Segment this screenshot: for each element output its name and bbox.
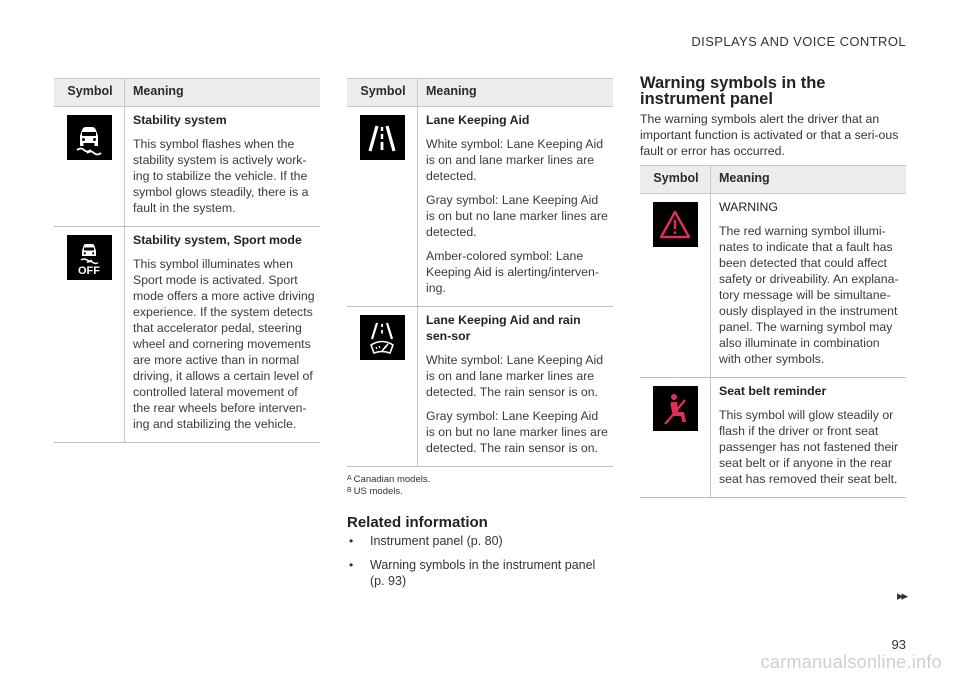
footnote: $^A$ Canadian models. <box>347 474 431 485</box>
table-row <box>640 378 906 498</box>
meaning-column-header: Meaning <box>711 166 907 194</box>
continue-chevron-icon: ▸▸ <box>896 588 906 603</box>
symbol-table-1 <box>54 78 320 443</box>
symbol-column-header: Symbol <box>347 79 418 107</box>
related-link-instrument-panel[interactable]: • Instrument panel (p. 80) <box>347 533 613 549</box>
column-1 <box>54 78 320 443</box>
row-description: White symbol: Lane Keeping Aid is on and lane marker lines are detected. The rain sensor is on. <box>426 353 604 399</box>
stability-sport-mode-off-icon <box>67 235 112 280</box>
running-header: DISPLAYS AND VOICE CONTROL <box>691 34 906 49</box>
footnote: $^B$ US models. <box>347 486 403 497</box>
table-row <box>54 227 320 443</box>
warning-triangle-icon <box>653 202 698 247</box>
related-title: Related information <box>347 514 488 531</box>
row-description: The red warning symbol illumi-nates to indicate that a fault has been detected that could affect safety or driveability. An explana-tory message will be simultane-ously displayed in the instrument panel. The warning symbol may also illuminate in combination with other symbols. <box>719 224 899 366</box>
meaning-column-header: Meaning <box>418 79 614 107</box>
page-number: 93 <box>891 637 906 652</box>
watermark: carmanualsonline.info <box>760 652 942 672</box>
section-title: Warning symbols in the instrument panel <box>640 74 826 108</box>
row-description: This symbol flashes when the stability system is actively work-ing to stabilize the vehicle. If the symbol glows steadily, there is a fault in the system. <box>133 137 309 215</box>
row-description: Gray symbol: Lane Keeping Aid is on but no lane marker lines are detected. <box>426 193 608 239</box>
symbol-column-header: Symbol <box>640 166 711 194</box>
row-description: Gray symbol: Lane Keeping Aid is on but no lane marker lines are detected. The rain sensor is on. <box>426 409 608 455</box>
symbol-column-header: Symbol <box>54 79 125 107</box>
table-row <box>640 194 906 378</box>
row-description: Amber-colored symbol: Lane Keeping Aid is alerting/interven-ing. <box>426 249 599 295</box>
lane-keeping-aid-icon <box>360 115 405 160</box>
off-label: OFF <box>78 264 100 277</box>
seat-belt-reminder-icon <box>653 386 698 431</box>
meaning-column-header: Meaning <box>125 79 321 107</box>
row-title: WARNING <box>719 200 778 214</box>
row-description: This symbol illuminates when Sport mode is activated. Sport mode offers a more active driving experience. If the system detects that accelerator pedal, steering wheel and cornering movements are more active than in normal driving, it allows a certain level of controlled lateral movement of the rear wheels before interven-ing and stabilizing the vehicle. <box>133 257 315 431</box>
row-description: White symbol: Lane Keeping Aid is on and lane marker lines are detected. <box>426 137 604 183</box>
row-title: Seat belt reminder <box>719 384 827 398</box>
symbol-table-2 <box>347 78 613 467</box>
related-link-warning-symbols[interactable]: • Warning symbols in the instrument panel (p. 93) <box>347 557 613 589</box>
warning-symbol-table <box>640 165 906 498</box>
related-information <box>347 514 613 589</box>
table-row <box>347 107 613 307</box>
row-description: This symbol will glow steadily or flash if the driver or front seat passenger has not fastened their seat belt or if anyone in the rear seat has removed their seat belt. <box>719 408 899 486</box>
table-row <box>54 107 320 227</box>
column-2 <box>347 78 613 597</box>
table-row <box>347 307 613 467</box>
column-3 <box>640 74 906 498</box>
footnotes <box>347 473 613 497</box>
section-intro: The warning symbols alert the driver that an important function is activated or that a seri-ous fault or error has occurred. <box>640 112 899 158</box>
row-title: Stability system <box>133 113 227 127</box>
row-title: Lane Keeping Aid and rain sen-sor <box>426 313 581 343</box>
row-title: Lane Keeping Aid <box>426 113 530 127</box>
row-title: Stability system, Sport mode <box>133 233 302 247</box>
stability-system-icon <box>67 115 112 160</box>
lane-keeping-aid-rain-sensor-icon <box>360 315 405 360</box>
